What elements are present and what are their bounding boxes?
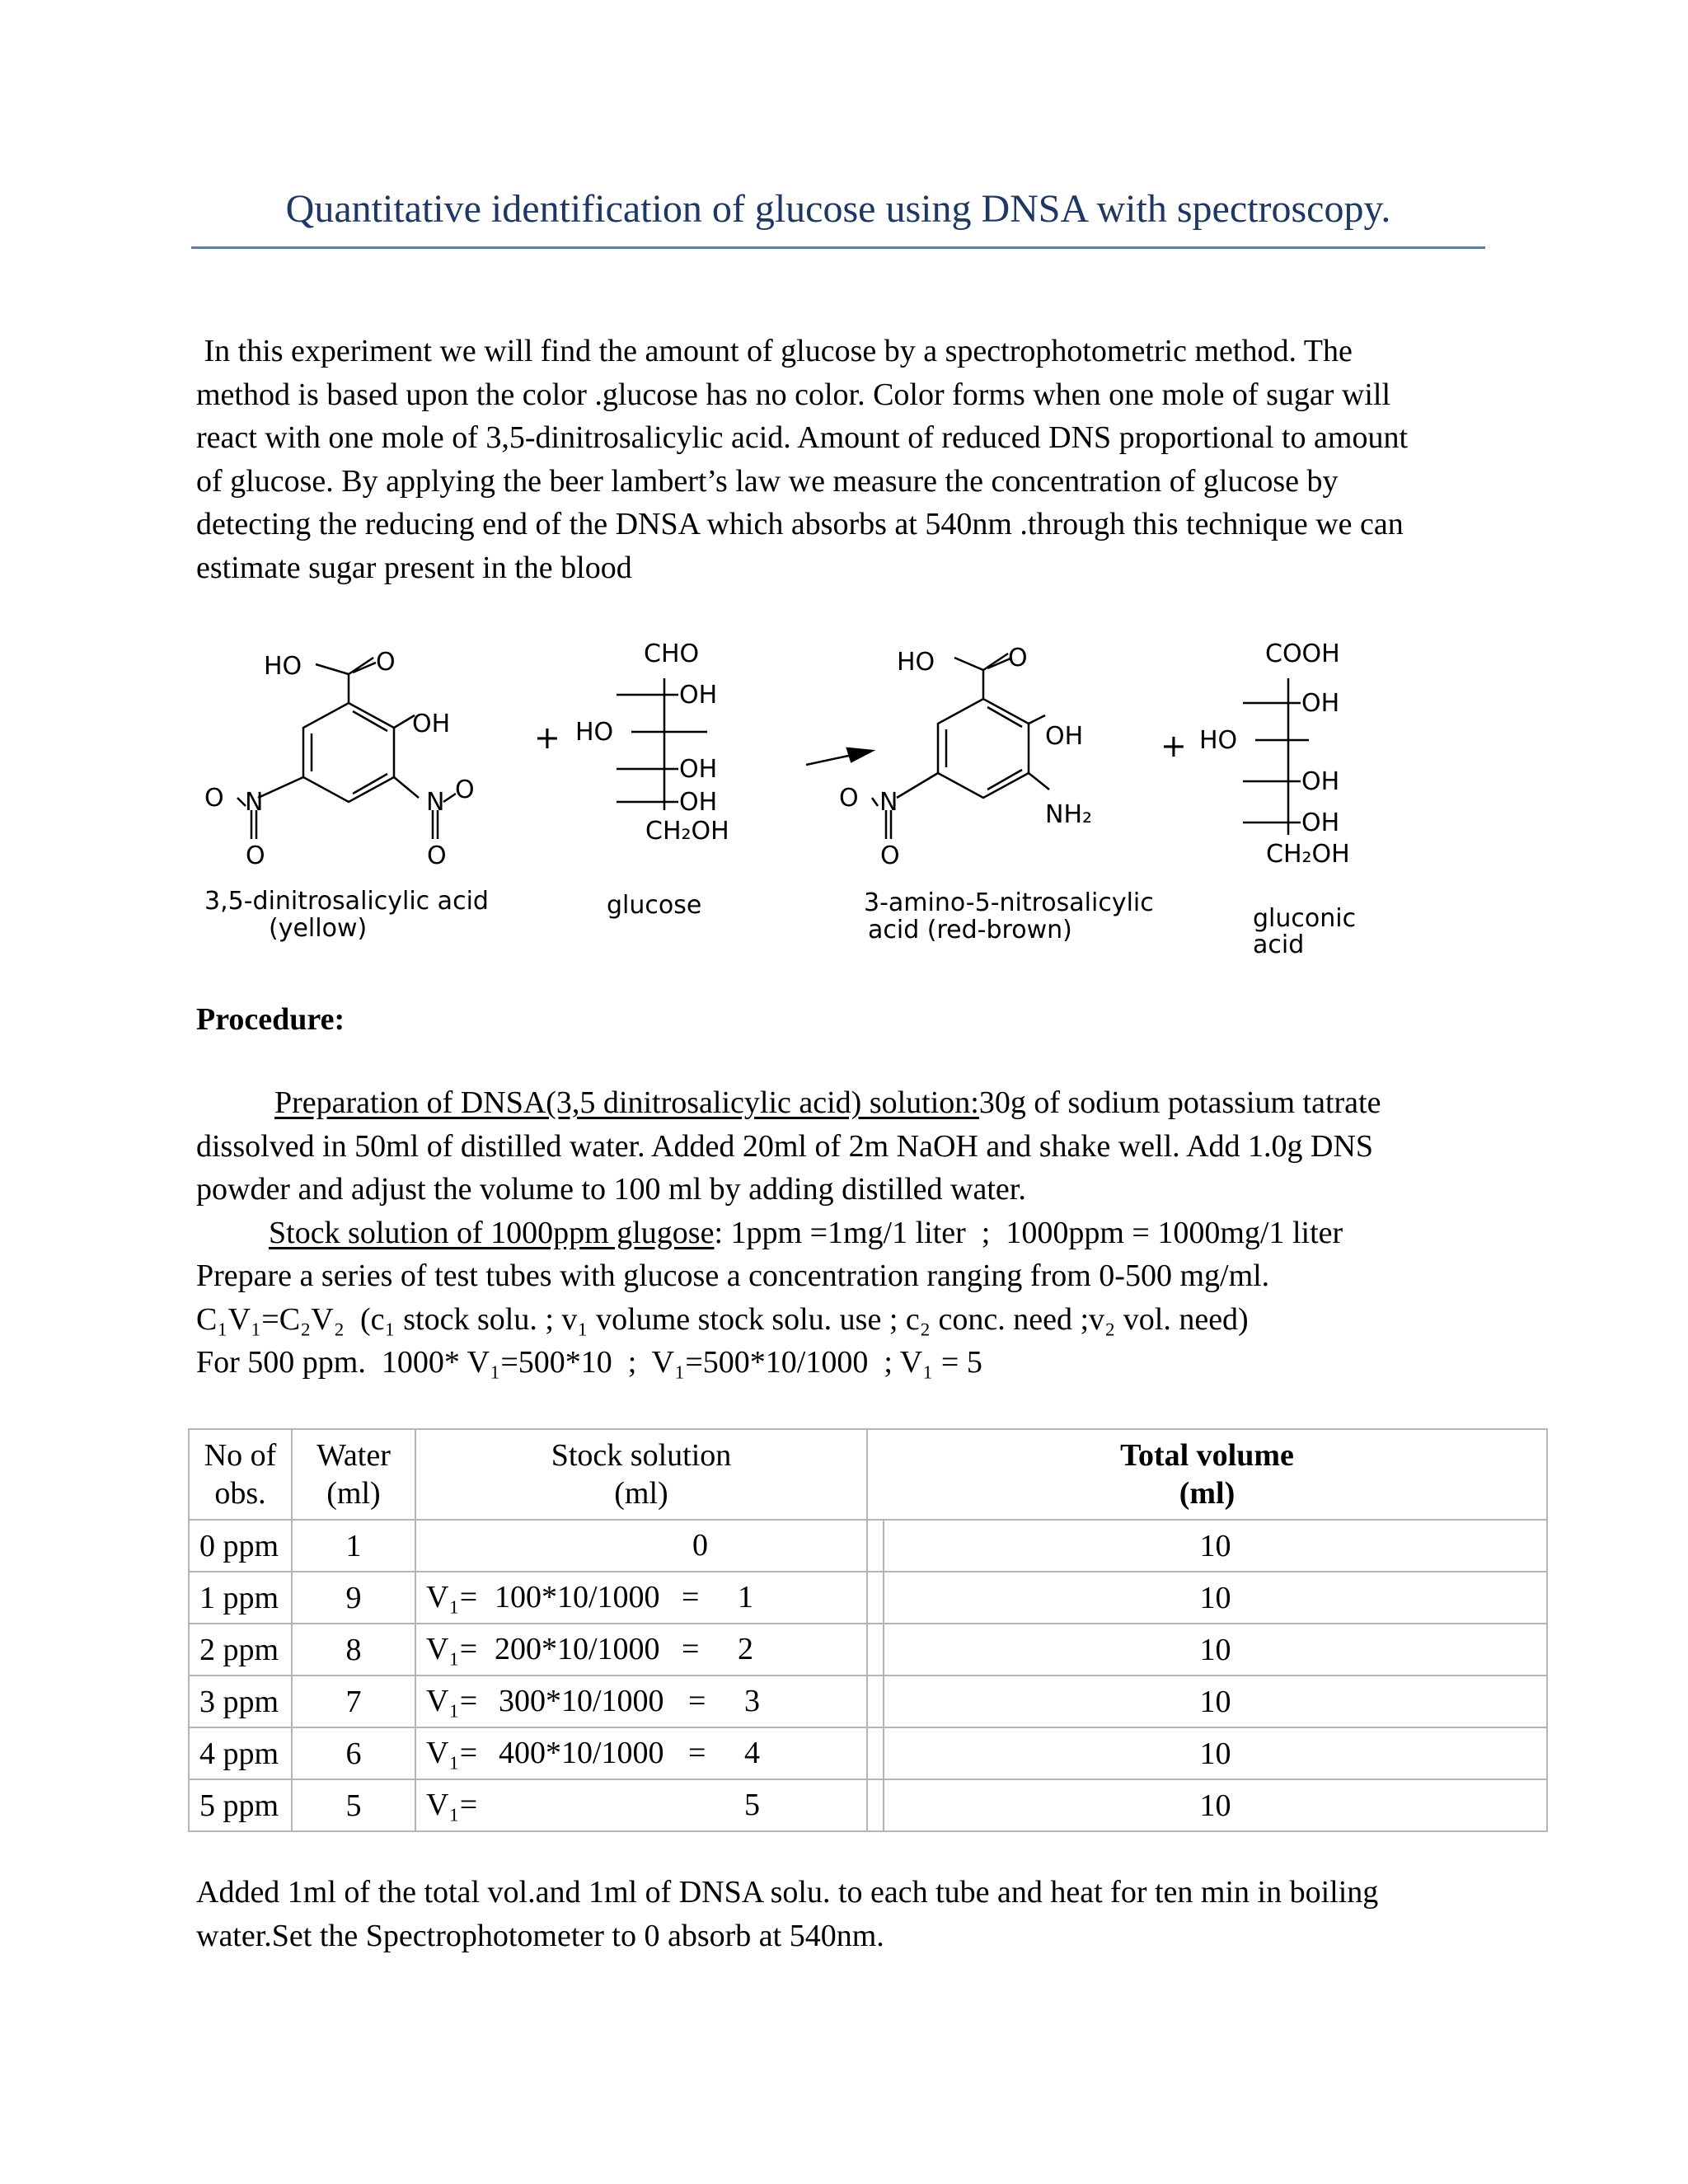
cell-obs: 5 ppm bbox=[189, 1779, 292, 1831]
dnsa-nitro-o-right: O bbox=[455, 776, 475, 804]
series-line: Prepare a series of test tubes with glucose a concentration ranging from 0-500 mg/ml. bbox=[196, 1258, 1270, 1293]
stock-equals: = bbox=[682, 1580, 700, 1615]
prep-line: powder and adjust the volume to 100 ml by adding distilled water. bbox=[196, 1172, 1026, 1207]
document-title: Quantitative identification of glucose using DNSA with spectroscopy. bbox=[191, 186, 1485, 249]
intro-paragraph bbox=[196, 330, 1482, 589]
table-row bbox=[189, 1520, 1547, 1572]
glucose-oh-label: OH bbox=[679, 755, 718, 784]
ans-nitro-o-left: O bbox=[839, 784, 859, 813]
cell-total: 10 bbox=[884, 1727, 1547, 1779]
procedure-heading: Procedure: bbox=[196, 1002, 345, 1037]
ans-nitro-n: N bbox=[879, 788, 898, 817]
cell-water: 9 bbox=[292, 1572, 415, 1624]
stock-value: 0 bbox=[692, 1528, 708, 1563]
cell-water: 5 bbox=[292, 1779, 415, 1831]
stock-title: Stock solution of 1000ppm glugose bbox=[269, 1215, 715, 1250]
glucose-oh-label: OH bbox=[679, 681, 718, 710]
intro-line: of glucose. By applying the beer lambert’s law we measure the concentration of glucose by bbox=[196, 463, 1339, 499]
cell-gap bbox=[867, 1727, 884, 1779]
ans-color-label: acid (red-brown) bbox=[868, 916, 1072, 944]
glucose-ho-label: HO bbox=[575, 718, 614, 747]
prep-line: dissolved in 50ml of distilled water. Added 20ml of 2m NaOH and shake well. Add 1.0g DNS bbox=[196, 1128, 1374, 1164]
cell-gap bbox=[867, 1675, 884, 1727]
stock-v-label: V₁= bbox=[426, 1736, 478, 1770]
dnsa-nitro-n-left: N bbox=[245, 788, 264, 817]
dnsa-nitro-o-bottom-right: O bbox=[427, 841, 447, 870]
table-row bbox=[189, 1779, 1547, 1831]
table-row bbox=[189, 1572, 1547, 1624]
dnsa-o-label: O bbox=[376, 648, 396, 677]
cell-gap bbox=[867, 1572, 884, 1624]
plus-sign: + bbox=[1160, 728, 1187, 764]
ans-oh-label: OH bbox=[1045, 722, 1084, 751]
intro-line: method is based upon the color .glucose has no color. Color forms when one mole of sugar will bbox=[196, 377, 1391, 412]
stock-value: 4 bbox=[744, 1736, 760, 1770]
closing-line: Added 1ml of the total vol.and 1ml of DNSA solu. to each tube and heat for ten min in boiling bbox=[196, 1875, 1379, 1910]
cell-stock bbox=[415, 1779, 867, 1831]
cell-obs: 2 ppm bbox=[189, 1624, 292, 1675]
cell-water: 6 bbox=[292, 1727, 415, 1779]
stock-line bbox=[196, 1212, 1498, 1255]
stock-value: 2 bbox=[738, 1632, 753, 1666]
gluconic-oh-label: OH bbox=[1301, 767, 1340, 796]
prep-text: 30g of sodium potassium tatrate bbox=[978, 1085, 1381, 1120]
header-text: Stock solution bbox=[551, 1438, 732, 1473]
stock-value: 3 bbox=[744, 1684, 760, 1718]
ans-nitro-o-bottom: O bbox=[880, 841, 900, 870]
gluconic-cooh-label: COOH bbox=[1265, 640, 1340, 668]
gluconic-oh-label: OH bbox=[1301, 808, 1340, 837]
cell-obs: 0 ppm bbox=[189, 1520, 292, 1572]
ans-ho-label: HO bbox=[897, 648, 935, 677]
stock-v-label: V₁= bbox=[426, 1580, 478, 1615]
cell-stock bbox=[415, 1727, 867, 1779]
header-total bbox=[867, 1429, 1547, 1520]
formula-line: C₁V₁=C₂V₂ (c₁ stock solu. ; v₁ volume stock solu. use ; c₂ conc. need ;v₂ vol. need) bbox=[196, 1301, 1249, 1337]
stock-text: : 1ppm =1mg/1 liter ; 1000ppm = 1000mg/1 liter bbox=[714, 1215, 1343, 1250]
stock-expression: 400*10/1000 bbox=[499, 1736, 664, 1770]
cell-stock bbox=[415, 1624, 867, 1675]
header-text: Total volume bbox=[1120, 1438, 1294, 1473]
ans-o-label: O bbox=[1008, 644, 1028, 673]
stock-v-label: V₁= bbox=[426, 1684, 478, 1718]
header-text: (ml) bbox=[1179, 1476, 1236, 1511]
plus-sign: + bbox=[534, 719, 560, 756]
cell-stock bbox=[415, 1675, 867, 1727]
table-header-row bbox=[189, 1429, 1547, 1520]
table-row bbox=[189, 1624, 1547, 1675]
cell-total: 10 bbox=[884, 1624, 1547, 1675]
cell-stock bbox=[415, 1520, 867, 1572]
stock-expression: 100*10/1000 bbox=[495, 1580, 660, 1615]
dnsa-nitro-o-left: O bbox=[204, 784, 224, 813]
table-row bbox=[189, 1727, 1547, 1779]
cell-obs: 3 ppm bbox=[189, 1675, 292, 1727]
cell-stock bbox=[415, 1572, 867, 1624]
cell-total: 10 bbox=[884, 1572, 1547, 1624]
intro-line: detecting the reducing end of the DNSA which absorbs at 540nm .through this technique we can bbox=[196, 507, 1404, 541]
cell-total: 10 bbox=[884, 1520, 1547, 1572]
cell-water: 8 bbox=[292, 1624, 415, 1675]
stock-equals: = bbox=[682, 1632, 700, 1666]
example-line: For 500 ppm. 1000* V₁=500*10 ; V₁=500*10/1000 ; V₁ = 5 bbox=[196, 1345, 982, 1380]
header-text: (ml) bbox=[614, 1476, 668, 1511]
header-text: obs. bbox=[214, 1476, 266, 1511]
observation-table bbox=[188, 1428, 1548, 1832]
closing-paragraph bbox=[196, 1871, 1515, 1958]
stock-v-label: V₁= bbox=[426, 1788, 478, 1822]
glucose-ch2oh-label: CH₂OH bbox=[645, 817, 729, 846]
glucose-cho-label: CHO bbox=[644, 640, 700, 668]
gluconic-name-label: gluconic bbox=[1253, 904, 1357, 933]
cell-obs: 4 ppm bbox=[189, 1727, 292, 1779]
dnsa-color-label: (yellow) bbox=[269, 914, 368, 943]
gluconic-acid-label: acid bbox=[1253, 930, 1305, 959]
table-row bbox=[189, 1675, 1547, 1727]
cell-gap bbox=[867, 1779, 884, 1831]
cell-water: 7 bbox=[292, 1675, 415, 1727]
gluconic-ch2oh-label: CH₂OH bbox=[1266, 840, 1350, 869]
cell-water: 1 bbox=[292, 1520, 415, 1572]
stock-value: 1 bbox=[738, 1580, 753, 1615]
dnsa-nitro-o-bottom-left: O bbox=[246, 841, 265, 870]
glucose-oh-label: OH bbox=[679, 788, 718, 817]
dnsa-oh-label: OH bbox=[412, 710, 451, 738]
ans-nh2-label: NH₂ bbox=[1045, 800, 1093, 829]
closing-line: water.Set the Spectrophotometer to 0 absorb at 540nm. bbox=[196, 1919, 884, 1953]
intro-line: estimate sugar present in the blood bbox=[196, 550, 632, 585]
cell-obs: 1 ppm bbox=[189, 1572, 292, 1624]
cell-total: 10 bbox=[884, 1779, 1547, 1831]
cell-total: 10 bbox=[884, 1675, 1547, 1727]
header-obs bbox=[189, 1429, 292, 1520]
header-stock bbox=[415, 1429, 867, 1520]
header-text: (ml) bbox=[326, 1476, 381, 1511]
prep-title: Preparation of DNSA(3,5 dinitrosalicylic acid) solution: bbox=[274, 1085, 979, 1120]
stock-equals: = bbox=[688, 1684, 706, 1718]
header-text: No of bbox=[204, 1438, 277, 1473]
reaction-scheme bbox=[196, 633, 1408, 979]
stock-equals: = bbox=[688, 1736, 706, 1770]
glucose-name-label: glucose bbox=[607, 891, 702, 920]
intro-line: In this experiment we will find the amount of glucose by a spectrophotometric method. The bbox=[196, 334, 1353, 368]
stock-value: 5 bbox=[744, 1788, 760, 1822]
procedure-text bbox=[196, 1081, 1498, 1385]
dnsa-name-label: 3,5-dinitrosalicylic acid bbox=[204, 887, 489, 916]
reaction-scheme-drawing bbox=[196, 633, 1408, 979]
stock-expression: 300*10/1000 bbox=[499, 1684, 664, 1718]
ans-name-label: 3-amino-5-nitrosalicylic bbox=[864, 888, 1154, 917]
prep-line bbox=[196, 1081, 1498, 1125]
stock-expression: 200*10/1000 bbox=[495, 1632, 660, 1666]
dnsa-ho-label: HO bbox=[264, 652, 302, 681]
gluconic-ho-label: HO bbox=[1199, 726, 1238, 755]
stock-v-label: V₁= bbox=[426, 1632, 478, 1666]
dnsa-nitro-n-right: N bbox=[426, 788, 445, 817]
cell-gap bbox=[867, 1624, 884, 1675]
header-text: Water bbox=[316, 1438, 391, 1473]
header-water bbox=[292, 1429, 415, 1520]
cell-gap bbox=[867, 1520, 884, 1572]
gluconic-oh-label: OH bbox=[1301, 689, 1340, 718]
intro-line: react with one mole of 3,5-dinitrosalicylic acid. Amount of reduced DNS proportional to amount bbox=[196, 420, 1409, 455]
